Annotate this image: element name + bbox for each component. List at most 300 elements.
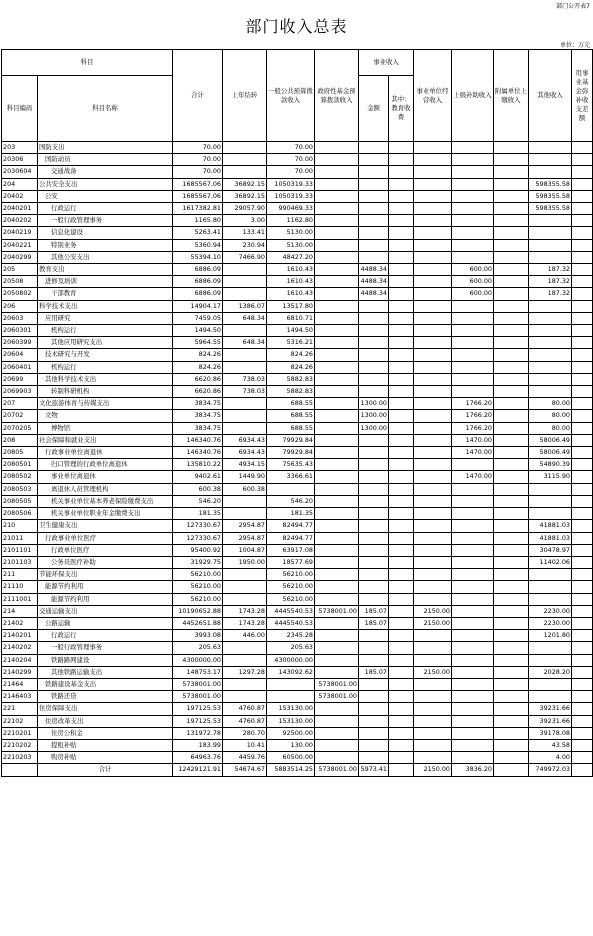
amount-cell (315, 739, 359, 751)
amount-cell (494, 752, 529, 764)
amount-cell (359, 154, 389, 166)
amount-cell: 48427.20 (267, 251, 315, 263)
amount-cell (414, 386, 452, 398)
amount-cell: 688.55 (267, 422, 315, 434)
amount-cell (315, 276, 359, 288)
amount-cell (572, 739, 593, 751)
amount-cell: 146340.76 (173, 447, 223, 459)
amount-cell (529, 373, 572, 385)
amount-cell: 70.00 (267, 142, 315, 154)
amount-cell (359, 678, 389, 690)
table-row (2, 373, 593, 385)
amount-cell (452, 581, 494, 593)
amount-cell: 1165.80 (173, 215, 223, 227)
amount-cell (452, 691, 494, 703)
subject-name: 转制科研机构 (38, 386, 173, 398)
amount-cell (389, 325, 414, 337)
subject-code: 20603 (2, 312, 38, 324)
amount-cell (494, 300, 529, 312)
amount-cell (359, 349, 389, 361)
amount-cell (414, 691, 452, 703)
subject-code: 205 (2, 264, 38, 276)
amount-cell (452, 483, 494, 495)
amount-cell: 135810.22 (173, 459, 223, 471)
subject-code: 2210203 (2, 752, 38, 764)
amount-cell (223, 678, 267, 690)
amount-cell (389, 739, 414, 751)
amount-cell (414, 495, 452, 507)
amount-cell (494, 166, 529, 178)
amount-cell: 6620.86 (173, 386, 223, 398)
amount-cell (572, 544, 593, 556)
amount-cell (494, 373, 529, 385)
amount-cell: 1050319.33 (267, 190, 315, 202)
subject-name: 进修及培训 (38, 276, 173, 288)
form-number: 部门公开表7 (556, 3, 590, 10)
subject-name: 国防动员 (38, 154, 173, 166)
table-row (2, 532, 593, 544)
amount-cell (223, 325, 267, 337)
amount-cell (494, 337, 529, 349)
amount-cell: 153130.00 (267, 715, 315, 727)
table-row (2, 654, 593, 666)
amount-cell: 70.00 (173, 142, 223, 154)
amount-cell (359, 203, 389, 215)
amount-cell: 80.00 (529, 422, 572, 434)
subject-name: 公务员医疗补助 (38, 556, 173, 568)
amount-cell: 3.00 (223, 215, 267, 227)
amount-cell: 1470.00 (452, 447, 494, 459)
subject-name: 铁路建设基金支出 (38, 678, 173, 690)
amount-cell: 688.55 (267, 410, 315, 422)
amount-cell (315, 459, 359, 471)
amount-cell (572, 495, 593, 507)
amount-cell (529, 349, 572, 361)
amount-cell (414, 654, 452, 666)
amount-cell (452, 605, 494, 617)
amount-cell (359, 178, 389, 190)
amount-cell (529, 227, 572, 239)
amount-cell: 688.55 (267, 398, 315, 410)
amount-cell (452, 715, 494, 727)
subject-code: 20508 (2, 276, 38, 288)
amount-cell: 187.32 (529, 276, 572, 288)
amount-cell (414, 373, 452, 385)
amount-cell (529, 508, 572, 520)
amount-cell: 598355.58 (529, 178, 572, 190)
amount-cell (572, 630, 593, 642)
amount-cell (494, 325, 529, 337)
amount-cell: 11402.06 (529, 556, 572, 568)
amount-cell (359, 483, 389, 495)
amount-cell (452, 642, 494, 654)
amount-cell (359, 520, 389, 532)
amount-cell: 197125.53 (173, 703, 223, 715)
amount-cell: 185.07 (359, 605, 389, 617)
subject-code: 2070205 (2, 422, 38, 434)
amount-cell (389, 495, 414, 507)
carryover-header: 上年结转 (223, 50, 267, 142)
amount-cell (315, 532, 359, 544)
amount-cell (315, 264, 359, 276)
amount-cell: 56210.00 (267, 593, 315, 605)
amount-cell (315, 288, 359, 300)
amount-cell (452, 630, 494, 642)
subject-name: 购房补贴 (38, 752, 173, 764)
subject-name: 一般行政管理事务 (38, 215, 173, 227)
amount-cell (359, 471, 389, 483)
amount-cell (359, 691, 389, 703)
affiliate-header: 附属单位上缴收入 (494, 50, 529, 142)
amount-cell: 7459.05 (173, 312, 223, 324)
amount-cell (529, 386, 572, 398)
amount-cell: 4452651.88 (173, 617, 223, 629)
amount-cell (315, 520, 359, 532)
table-row (2, 178, 593, 190)
amount-cell: 2028.20 (529, 666, 572, 678)
subject-code: 214 (2, 605, 38, 617)
amount-cell (315, 227, 359, 239)
amount-cell (315, 434, 359, 446)
amount-cell (414, 678, 452, 690)
amount-cell (315, 142, 359, 154)
amount-cell: 3834.75 (173, 410, 223, 422)
total-amount-cell: 5738001.00 (315, 764, 359, 776)
amount-cell (414, 434, 452, 446)
amount-cell (223, 593, 267, 605)
table-row (2, 398, 593, 410)
amount-cell: 82494.77 (267, 532, 315, 544)
amount-cell (223, 142, 267, 154)
amount-cell (494, 605, 529, 617)
total-row (2, 764, 593, 776)
amount-cell (452, 703, 494, 715)
amount-cell (267, 678, 315, 690)
amount-cell (494, 312, 529, 324)
amount-cell (359, 654, 389, 666)
amount-cell: 600.38 (223, 483, 267, 495)
table-row (2, 691, 593, 703)
amount-cell: 6620.86 (173, 373, 223, 385)
amount-cell (494, 581, 529, 593)
amount-cell (389, 642, 414, 654)
table-row (2, 630, 593, 642)
amount-cell: 598355.58 (529, 190, 572, 202)
amount-cell (452, 508, 494, 520)
amount-cell: 1449.90 (223, 471, 267, 483)
table-row (2, 288, 593, 300)
amount-cell (223, 581, 267, 593)
amount-cell (452, 361, 494, 373)
amount-cell: 4300000.00 (173, 654, 223, 666)
amount-cell: 2150.00 (414, 666, 452, 678)
amount-cell: 6886.09 (173, 276, 223, 288)
amount-cell (389, 666, 414, 678)
table-row (2, 434, 593, 446)
amount-cell (315, 410, 359, 422)
subject-code: 211 (2, 569, 38, 581)
subject-code: 2050802 (2, 288, 38, 300)
total-amount-cell (389, 764, 414, 776)
amount-cell: 5316.21 (267, 337, 315, 349)
amount-cell: 181.35 (173, 508, 223, 520)
subject-code: 210 (2, 520, 38, 532)
subject-name: 文化旅游体育与传媒支出 (38, 398, 173, 410)
amount-cell (389, 386, 414, 398)
subject-name: 归口管理的行政单位离退休 (38, 459, 173, 471)
amount-cell (414, 276, 452, 288)
amount-cell (315, 312, 359, 324)
amount-cell (494, 556, 529, 568)
amount-cell (414, 739, 452, 751)
subject-name: 特别业务 (38, 239, 173, 251)
amount-cell (529, 166, 572, 178)
amount-cell (529, 581, 572, 593)
amount-cell: 56210.00 (267, 581, 315, 593)
amount-cell: 58006.49 (529, 447, 572, 459)
revenue-table (1, 49, 593, 777)
amount-cell (494, 691, 529, 703)
amount-cell (414, 227, 452, 239)
amount-cell: 39231.66 (529, 703, 572, 715)
subject-name: 干部教育 (38, 288, 173, 300)
amount-cell (359, 727, 389, 739)
amount-cell: 446.00 (223, 630, 267, 642)
subject-code: 2140201 (2, 630, 38, 642)
amount-cell (529, 300, 572, 312)
subject-code: 204 (2, 178, 38, 190)
amount-cell: 58006.49 (529, 434, 572, 446)
amount-cell (389, 239, 414, 251)
amount-cell (572, 617, 593, 629)
amount-cell (389, 630, 414, 642)
amount-cell (223, 349, 267, 361)
amount-cell (414, 532, 452, 544)
total-header: 合计 (173, 50, 223, 142)
amount-cell (572, 434, 593, 446)
subject-name: 铁路还贷 (38, 691, 173, 703)
subject-name: 技术研究与开发 (38, 349, 173, 361)
amount-cell: 6810.71 (267, 312, 315, 324)
amount-cell (315, 361, 359, 373)
amount-cell (414, 215, 452, 227)
table-row (2, 569, 593, 581)
amount-cell (452, 532, 494, 544)
amount-cell (389, 532, 414, 544)
amount-cell: 4934.15 (223, 459, 267, 471)
amount-cell (452, 727, 494, 739)
total-amount-cell: 54674.67 (223, 764, 267, 776)
table-row (2, 190, 593, 202)
amount-cell (389, 508, 414, 520)
amount-cell (359, 630, 389, 642)
subject-name: 行政事业单位离退休 (38, 447, 173, 459)
amount-cell (572, 398, 593, 410)
amount-cell (389, 154, 414, 166)
amount-cell (359, 434, 389, 446)
amount-cell (452, 678, 494, 690)
subject-name: 卫生健康支出 (38, 520, 173, 532)
amount-cell (529, 337, 572, 349)
subject-code: 2040299 (2, 251, 38, 263)
table-row (2, 752, 593, 764)
page-title: 部门收入总表 (245, 17, 348, 36)
amount-cell: 18577.69 (267, 556, 315, 568)
amount-cell (389, 203, 414, 215)
amount-cell (223, 410, 267, 422)
table-row (2, 727, 593, 739)
amount-cell (494, 398, 529, 410)
subject-code: 2080503 (2, 483, 38, 495)
amount-cell: 56210.00 (173, 569, 223, 581)
table-row (2, 581, 593, 593)
amount-cell (414, 410, 452, 422)
amount-cell (494, 154, 529, 166)
amount-cell (452, 666, 494, 678)
table-body (2, 142, 593, 777)
amount-cell (494, 215, 529, 227)
amount-cell (414, 630, 452, 642)
subject-code: 20699 (2, 373, 38, 385)
amount-cell (389, 593, 414, 605)
amount-cell: 3366.61 (267, 471, 315, 483)
amount-cell (414, 251, 452, 263)
amount-cell: 648.34 (223, 312, 267, 324)
amount-cell (315, 544, 359, 556)
amount-cell (315, 447, 359, 459)
amount-cell (389, 483, 414, 495)
amount-cell (572, 251, 593, 263)
total-amount-cell: 2150.00 (414, 764, 452, 776)
total-amount-cell: 749972.03 (529, 764, 572, 776)
amount-cell (494, 447, 529, 459)
amount-cell: 5738001.00 (173, 678, 223, 690)
amount-cell (494, 288, 529, 300)
amount-cell (389, 312, 414, 324)
amount-cell (315, 300, 359, 312)
amount-cell (315, 483, 359, 495)
amount-cell (572, 203, 593, 215)
amount-cell (452, 142, 494, 154)
amount-cell (414, 264, 452, 276)
amount-cell (389, 727, 414, 739)
amount-cell (529, 142, 572, 154)
amount-cell (414, 239, 452, 251)
amount-cell (359, 325, 389, 337)
subject-name: 交通运输支出 (38, 605, 173, 617)
amount-cell (414, 203, 452, 215)
amount-cell: 197125.53 (173, 715, 223, 727)
amount-cell (414, 190, 452, 202)
total-amount-cell (572, 764, 593, 776)
amount-cell: 1685567.06 (173, 190, 223, 202)
subject-code: 2040221 (2, 239, 38, 251)
amount-cell (315, 654, 359, 666)
amount-cell (452, 495, 494, 507)
amount-cell (389, 703, 414, 715)
amount-cell: 185.07 (359, 666, 389, 678)
amount-cell (494, 239, 529, 251)
amount-cell: 39231.66 (529, 715, 572, 727)
subject-code: 2140204 (2, 654, 38, 666)
amount-cell (315, 215, 359, 227)
amount-cell (572, 593, 593, 605)
subject-code: 2080502 (2, 471, 38, 483)
amount-cell (572, 654, 593, 666)
amount-cell: 600.00 (452, 288, 494, 300)
amount-cell (452, 190, 494, 202)
amount-cell (452, 166, 494, 178)
amount-cell (315, 569, 359, 581)
amount-cell (572, 520, 593, 532)
amount-cell (359, 593, 389, 605)
amount-cell: 1300.00 (359, 422, 389, 434)
amount-cell (572, 459, 593, 471)
table-row (2, 154, 593, 166)
amount-cell: 824.26 (267, 361, 315, 373)
amount-cell: 70.00 (173, 166, 223, 178)
amount-cell (389, 276, 414, 288)
amount-cell (414, 422, 452, 434)
amount-cell: 54890.39 (529, 459, 572, 471)
subject-code: 2060401 (2, 361, 38, 373)
amount-cell (223, 154, 267, 166)
subject-name: 住房保障支出 (38, 703, 173, 715)
amount-cell (572, 691, 593, 703)
amount-cell: 95400.92 (173, 544, 223, 556)
amount-cell (529, 215, 572, 227)
amount-cell: 80.00 (529, 398, 572, 410)
subject-name: 能源节约利用 (38, 593, 173, 605)
subject-code: 21110 (2, 581, 38, 593)
amount-cell (529, 569, 572, 581)
amount-cell (315, 190, 359, 202)
amount-cell: 1004.87 (223, 544, 267, 556)
amount-cell (315, 422, 359, 434)
amount-cell: 1470.00 (452, 434, 494, 446)
amount-cell: 70.00 (267, 154, 315, 166)
subject-code: 203 (2, 142, 38, 154)
amount-cell (389, 459, 414, 471)
business-amount-header: 金额 (359, 76, 389, 142)
amount-cell (572, 264, 593, 276)
amount-cell (414, 727, 452, 739)
amount-cell (359, 715, 389, 727)
table-row (2, 508, 593, 520)
amount-cell: 2954.87 (223, 520, 267, 532)
amount-cell (572, 386, 593, 398)
table-row (2, 264, 593, 276)
table-row (2, 715, 593, 727)
amount-cell (389, 361, 414, 373)
amount-cell (414, 569, 452, 581)
amount-cell (572, 190, 593, 202)
amount-cell (359, 300, 389, 312)
amount-cell (389, 581, 414, 593)
table-row (2, 678, 593, 690)
amount-cell: 1300.00 (359, 410, 389, 422)
amount-cell (389, 251, 414, 263)
amount-cell: 39178.08 (529, 727, 572, 739)
amount-cell: 1494.50 (173, 325, 223, 337)
amount-cell (359, 447, 389, 459)
other-income-header: 其他收入 (529, 50, 572, 142)
amount-cell: 648.34 (223, 337, 267, 349)
amount-cell (389, 447, 414, 459)
subject-code: 2060399 (2, 337, 38, 349)
amount-cell (572, 178, 593, 190)
amount-cell: 4.00 (529, 752, 572, 764)
